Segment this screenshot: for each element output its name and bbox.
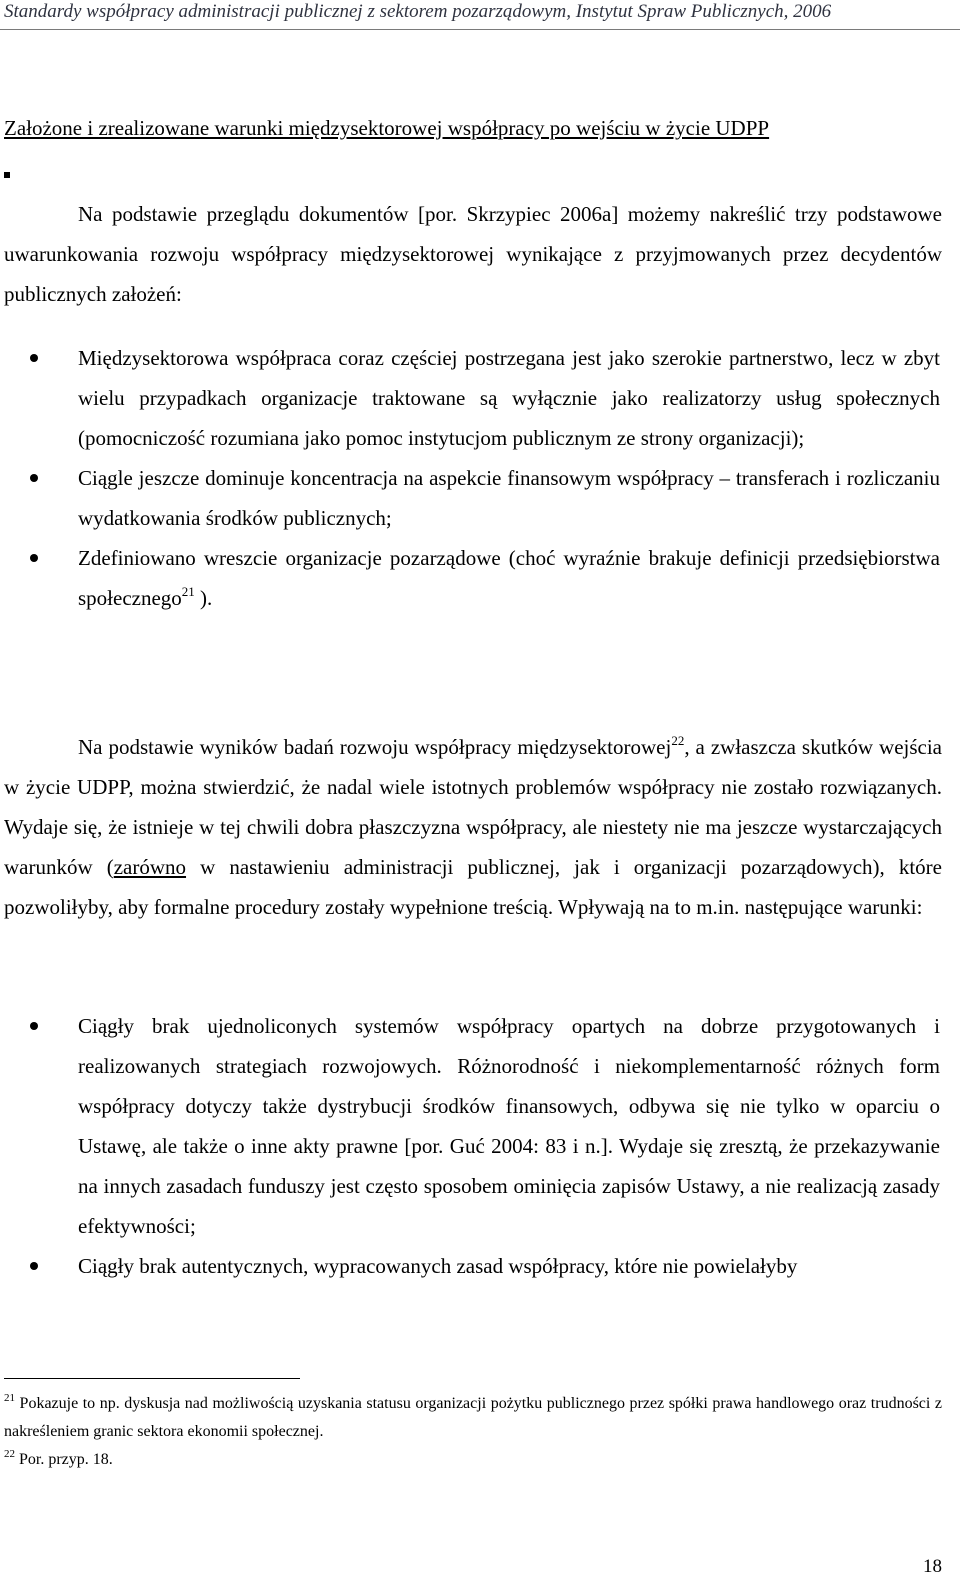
footnote-text: Por. przyp. 18. xyxy=(15,1451,113,1468)
bullet-icon xyxy=(30,1262,38,1270)
intro-paragraph: Na podstawie przeglądu dokumentów [por. Skrzypiec 2006a] możemy nakreślić trzy podstawowe uwarunkowania rozwoju współpracy międzysektorowej wynikające z przyjmowanych przez decydentów publicznych założeń: xyxy=(4,202,942,306)
footnote-divider xyxy=(4,1378,300,1379)
paragraph-text: Na podstawie wyników badań rozwoju współpracy międzysektorowej xyxy=(78,735,672,759)
bullet-icon xyxy=(30,474,38,482)
footnote-ref: 22 xyxy=(671,733,685,748)
list-item-tail: ). xyxy=(194,586,213,610)
bullet-icon xyxy=(30,1022,38,1030)
list-item-text: Ciągły brak autentycznych, wypracowanych zasad współpracy, które nie powielałyby xyxy=(78,1254,798,1278)
footnote xyxy=(4,1390,942,1446)
page-number: 18 xyxy=(923,1556,942,1577)
header-divider xyxy=(0,29,960,30)
list-item xyxy=(0,538,940,618)
list-item-text: Ciągle jeszcze dominuje koncentracja na aspekcie finansowym współpracy – transferach i rozliczaniu wydatkowania środków publicznych; xyxy=(78,466,940,530)
running-header: Standardy współpracy administracji publicznej z sektorem pozarządowym, Instytut Spraw Publicznych, 2006 xyxy=(4,1,832,22)
paragraph-text: , a zwłaszcza skutków wejścia w życie UDPP, można stwierdzić, że nadal wiele istotnych problemów współpracy nie zostało rozwiązanych. Wydaje się, że istnieje w tej chwili dobra płaszczyzna współpracy, ale niestety nie ma jeszcze wystarczających warunków ( xyxy=(4,735,943,879)
underlined-word: zarówno xyxy=(113,855,187,879)
footnote-number: 21 xyxy=(4,1392,15,1404)
bullet-icon xyxy=(30,554,38,562)
main-paragraph xyxy=(4,727,942,927)
footnote xyxy=(4,1446,942,1474)
list-item xyxy=(0,338,940,458)
list-item xyxy=(0,458,940,538)
bullet-icon xyxy=(30,354,38,362)
list-item xyxy=(0,1006,940,1246)
footnote-text: Pokazuje to np. dyskusja nad możliwością uzyskania statusu organizacji pożytku publicznego przez spółki prawa handlowego oraz trudności z nakreśleniem granic sektora ekonomii społecznej. xyxy=(4,1395,942,1440)
paragraph-text: w nastawieniu administracji publicznej, jak i organizacji pozarządowych), które pozwoliłyby, aby formalne procedury zostały wypełnione treścią. Wpływają na to m.in. następujące warunki: xyxy=(4,855,943,919)
footnotes xyxy=(4,1390,942,1474)
square-bullet-icon xyxy=(4,172,10,178)
list-item-text: Zdefiniowano wreszcie organizacje pozarządowe (choć wyraźnie brakuje definicji przedsiębiorstwa społecznego xyxy=(78,546,940,610)
section-heading: Założone i zrealizowane warunki międzysektorowej współpracy po wejściu w życie UDPP xyxy=(4,116,770,140)
list-item-text: Ciągły brak ujednoliconych systemów współpracy opartych na dobrze przygotowanych i realizowanych strategiach rozwojowych. Różnorodność i niekomplementarność różnych form współpracy dotyczy także dystrybucji środków finansowych, odbywa się nie tylko w oparciu o Ustawę, ale także o inne akty prawne [por. Guć 2004: 83 i n.]. Wydaje się zresztą, że przekazywanie na innych zasadach funduszy jest często sposobem ominięcia zapisów Ustawy, a nie realizacją zasady efektywności; xyxy=(78,1014,940,1238)
footnote-ref: 21 xyxy=(181,584,195,599)
footnote-number: 22 xyxy=(4,1448,15,1460)
list-item-text: Międzysektorowa współpraca coraz częściej postrzegana jest jako szerokie partnerstwo, lecz w zbyt wielu przypadkach organizacje traktowane są wyłącznie jako realizatorzy usług społecznych (pomocniczość rozumiana jako pomoc instytucjom publicznym ze strony organizacji); xyxy=(78,346,940,450)
conditions-list-1 xyxy=(0,338,940,618)
conditions-list-2 xyxy=(0,1006,940,1286)
list-item xyxy=(0,1246,940,1286)
